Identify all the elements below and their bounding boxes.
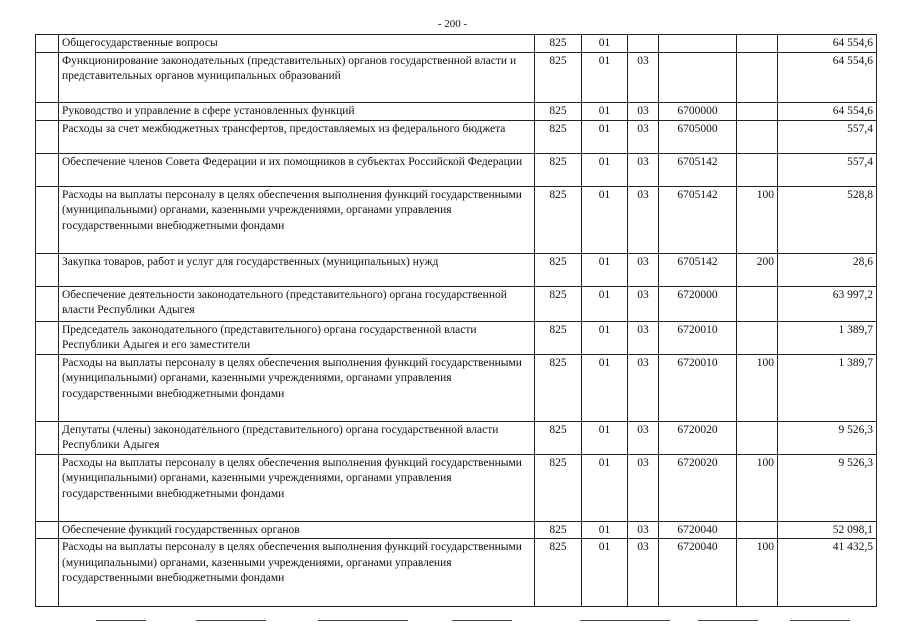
expense-type-cell	[737, 120, 778, 153]
row-name-cell: Расходы на выплаты персоналу в целях обеспечения выполнения функций государственными (муниципальными) органами, казенными учреждениями, органами управления государственными внебюджетными фондами	[59, 354, 535, 421]
expense-type-cell: 100	[737, 454, 778, 521]
row-name-cell: Обеспечение членов Совета Федерации и их помощников в субъектах Российской Федерации	[59, 153, 535, 186]
amount-cell: 41 432,5	[778, 539, 877, 607]
row-name-cell: Расходы на выплаты персоналу в целях обеспечения выполнения функций государственными (муниципальными) органами, казенными учреждениями, органами управления государственными внебюджетными фондами	[59, 539, 535, 607]
section-code-cell: 01	[582, 253, 628, 286]
section-code-cell: 01	[582, 52, 628, 102]
row-name-cell: Закупка товаров, работ и услуг для государственных (муниципальных) нужд	[59, 253, 535, 286]
ved-code-cell: 825	[535, 539, 582, 607]
row-margin-cell	[36, 421, 59, 454]
subsection-code-cell: 03	[628, 253, 659, 286]
row-margin-cell	[36, 521, 59, 539]
target-article-cell: 6720040	[659, 539, 737, 607]
row-name-cell: Расходы за счет межбюджетных трансфертов, предоставляемых из федерального бюджета	[59, 120, 535, 153]
subsection-code-cell: 03	[628, 539, 659, 607]
section-code-cell: 01	[582, 153, 628, 186]
cut-off-line-fragment	[196, 620, 266, 621]
amount-cell: 64 554,6	[778, 52, 877, 102]
ved-code-cell: 825	[535, 286, 582, 321]
row-name-cell: Общегосударственные вопросы	[59, 35, 535, 53]
row-margin-cell	[36, 120, 59, 153]
amount-cell: 1 389,7	[778, 354, 877, 421]
cut-off-line-fragment	[580, 620, 670, 621]
table-row	[36, 35, 877, 53]
row-margin-cell	[36, 286, 59, 321]
section-code-cell: 01	[582, 454, 628, 521]
subsection-code-cell: 03	[628, 354, 659, 421]
target-article-cell: 6720020	[659, 454, 737, 521]
section-code-cell: 01	[582, 421, 628, 454]
target-article-cell: 6720040	[659, 521, 737, 539]
row-margin-cell	[36, 102, 59, 120]
row-name-cell: Обеспечение деятельности законодательного (представительного) органа государственной власти Республики Адыгея	[59, 286, 535, 321]
expense-type-cell	[737, 52, 778, 102]
amount-cell: 63 997,2	[778, 286, 877, 321]
amount-cell: 1 389,7	[778, 321, 877, 354]
section-code-cell: 01	[582, 102, 628, 120]
row-margin-cell	[36, 354, 59, 421]
ved-code-cell: 825	[535, 354, 582, 421]
ved-code-cell: 825	[535, 120, 582, 153]
expense-type-cell	[737, 102, 778, 120]
cut-off-line-fragment	[318, 620, 408, 621]
expense-type-cell: 100	[737, 354, 778, 421]
subsection-code-cell: 03	[628, 52, 659, 102]
row-name-cell: Депутаты (члены) законодательного (представительного) органа государственной власти Республики Адыгея	[59, 421, 535, 454]
expense-type-cell	[737, 35, 778, 53]
expense-type-cell	[737, 421, 778, 454]
row-margin-cell	[36, 539, 59, 607]
ved-code-cell: 825	[535, 454, 582, 521]
row-name-cell: Расходы на выплаты персоналу в целях обеспечения выполнения функций государственными (муниципальными) органами, казенными учреждениями, органами управления государственными внебюджетными фондами	[59, 186, 535, 253]
subsection-code-cell: 03	[628, 186, 659, 253]
amount-cell: 9 526,3	[778, 454, 877, 521]
subsection-code-cell: 03	[628, 521, 659, 539]
row-name-cell: Обеспечение функций государственных органов	[59, 521, 535, 539]
table-row	[36, 186, 877, 253]
table-row	[36, 52, 877, 102]
target-article-cell	[659, 52, 737, 102]
section-code-cell: 01	[582, 354, 628, 421]
amount-cell: 9 526,3	[778, 421, 877, 454]
subsection-code-cell: 03	[628, 321, 659, 354]
ved-code-cell: 825	[535, 321, 582, 354]
expense-type-cell: 100	[737, 186, 778, 253]
target-article-cell: 6705142	[659, 253, 737, 286]
row-margin-cell	[36, 321, 59, 354]
expense-type-cell: 200	[737, 253, 778, 286]
subsection-code-cell: 03	[628, 102, 659, 120]
amount-cell: 64 554,6	[778, 35, 877, 53]
subsection-code-cell: 03	[628, 120, 659, 153]
ved-code-cell: 825	[535, 153, 582, 186]
amount-cell: 64 554,6	[778, 102, 877, 120]
target-article-cell: 6720010	[659, 321, 737, 354]
expense-type-cell	[737, 286, 778, 321]
expense-type-cell	[737, 153, 778, 186]
ved-code-cell: 825	[535, 521, 582, 539]
table-row	[36, 321, 877, 354]
table-row	[36, 286, 877, 321]
target-article-cell: 6720010	[659, 354, 737, 421]
table-row	[36, 421, 877, 454]
section-code-cell: 01	[582, 539, 628, 607]
expense-type-cell	[737, 521, 778, 539]
table-row	[36, 253, 877, 286]
table-row	[36, 454, 877, 521]
row-margin-cell	[36, 35, 59, 53]
amount-cell: 528,8	[778, 186, 877, 253]
row-name-cell: Председатель законодательного (представительного) органа государственной власти Республики Адыгея и его заместители	[59, 321, 535, 354]
row-name-cell: Руководство и управление в сфере установленных функций	[59, 102, 535, 120]
row-margin-cell	[36, 186, 59, 253]
target-article-cell	[659, 35, 737, 53]
cut-off-line-fragment	[96, 620, 146, 621]
subsection-code-cell: 03	[628, 153, 659, 186]
amount-cell: 52 098,1	[778, 521, 877, 539]
target-article-cell: 6705142	[659, 186, 737, 253]
ved-code-cell: 825	[535, 421, 582, 454]
amount-cell: 557,4	[778, 153, 877, 186]
expense-type-cell	[737, 321, 778, 354]
row-margin-cell	[36, 153, 59, 186]
cut-off-line-fragment	[790, 620, 850, 621]
amount-cell: 28,6	[778, 253, 877, 286]
row-margin-cell	[36, 52, 59, 102]
row-margin-cell	[36, 454, 59, 521]
table-row	[36, 120, 877, 153]
section-code-cell: 01	[582, 321, 628, 354]
subsection-code-cell: 03	[628, 286, 659, 321]
target-article-cell: 6720000	[659, 286, 737, 321]
section-code-cell: 01	[582, 120, 628, 153]
section-code-cell: 01	[582, 521, 628, 539]
budget-table	[35, 34, 877, 607]
row-margin-cell	[36, 253, 59, 286]
page-number: - 200 -	[437, 18, 468, 30]
section-code-cell: 01	[582, 186, 628, 253]
expense-type-cell: 100	[737, 539, 778, 607]
ved-code-cell: 825	[535, 253, 582, 286]
ved-code-cell: 825	[535, 35, 582, 53]
table-row	[36, 354, 877, 421]
cut-off-line-fragment	[698, 620, 758, 621]
amount-cell: 557,4	[778, 120, 877, 153]
subsection-code-cell	[628, 35, 659, 53]
section-code-cell: 01	[582, 35, 628, 53]
ved-code-cell: 825	[535, 186, 582, 253]
table-body	[36, 35, 877, 607]
cut-off-line-fragment	[452, 620, 512, 621]
table-row	[36, 102, 877, 120]
target-article-cell: 6705000	[659, 120, 737, 153]
ved-code-cell: 825	[535, 52, 582, 102]
row-name-cell: Функционирование законодательных (представительных) органов государственной власти и представительных органов муниципальных образований	[59, 52, 535, 102]
row-name-cell: Расходы на выплаты персоналу в целях обеспечения выполнения функций государственными (муниципальными) органами, казенными учреждениями, органами управления государственными внебюджетными фондами	[59, 454, 535, 521]
target-article-cell: 6705142	[659, 153, 737, 186]
table-row	[36, 539, 877, 607]
section-code-cell: 01	[582, 286, 628, 321]
target-article-cell: 6720020	[659, 421, 737, 454]
subsection-code-cell: 03	[628, 421, 659, 454]
table-row	[36, 153, 877, 186]
table-row	[36, 521, 877, 539]
subsection-code-cell: 03	[628, 454, 659, 521]
ved-code-cell: 825	[535, 102, 582, 120]
target-article-cell: 6700000	[659, 102, 737, 120]
